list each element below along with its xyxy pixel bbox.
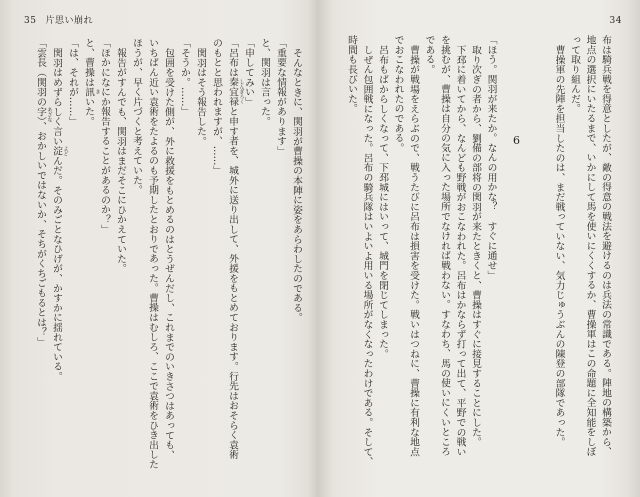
text-line: 曹操軍の先陣を担当したのは、まだ戦っていない、気力じゅうぶんの陳登の部隊であった。 bbox=[553, 44, 565, 447]
ruby-base bbox=[227, 77, 245, 107]
section-number: 6 bbox=[513, 135, 520, 146]
right-page-header bbox=[610, 16, 622, 27]
furigana: しんぎろく bbox=[238, 79, 245, 105]
text-line: 布は騎兵戦を得意としたが、敵の得意の戦法を避けるのは兵法の常識である。陣地の構築から、 bbox=[600, 35, 611, 457]
running-head: 片思い崩れ bbox=[45, 16, 93, 26]
text-line: 「ほかになにか報告することがあるのか？」 bbox=[99, 38, 110, 234]
right-page bbox=[320, 0, 640, 497]
text-line: でおこなわれたのである。 bbox=[392, 35, 404, 153]
text-line: である。 bbox=[423, 35, 435, 75]
text-line: って取り組んだ。 bbox=[569, 35, 580, 114]
text-line: しぜん包囲戦になった。呂布の騎兵隊はいよいよ用いる場所がなくなったわけである。そして、 bbox=[361, 44, 373, 467]
text-segment: んだ。そのみごとなひげが、かすかに揺れている。 bbox=[51, 155, 62, 382]
text-line: を挑むが、曹操は自分の気に入った場所でなければ戦わない。すなわち、馬の使いにくいところ bbox=[439, 35, 450, 457]
page-number: 34 bbox=[609, 16, 622, 26]
text-line: 時間も長びいた。 bbox=[346, 35, 357, 114]
furigana: あざな bbox=[46, 106, 53, 122]
furigana: よど bbox=[62, 145, 69, 156]
right-page-body-text bbox=[344, 35, 614, 467]
text-line bbox=[224, 38, 245, 462]
ruby-base bbox=[51, 145, 69, 156]
text-segment: と、曹操は bbox=[83, 38, 94, 87]
text-line: 下邳に着いてから、なんども野戦がおこなわれた。呂布はかならず打って出て、平野での戦い bbox=[454, 44, 466, 457]
text-line: 取り次ぎの者から、劉備の部将の関羽が来たときくと、曹操はすぐに接見することにした。 bbox=[470, 44, 481, 447]
text-line: 「そうか。……」 bbox=[179, 38, 190, 117]
ruby-base-text: 訊 bbox=[83, 87, 94, 97]
text-line: 「は、それが……」 bbox=[67, 38, 78, 127]
text-line: 関羽はそう報告した。 bbox=[195, 47, 206, 146]
text-segment: 「呂布は bbox=[227, 38, 238, 78]
left-page-body-text bbox=[32, 38, 304, 470]
text-line bbox=[32, 38, 53, 462]
page-number: 35 bbox=[24, 16, 37, 26]
text-line: 「ほう。関羽が来たか。なんの用かな？ すぐに通せ」 bbox=[485, 35, 497, 280]
text-segment: 「雲長（関羽の bbox=[35, 38, 46, 107]
ruby-base-text: 淀 bbox=[51, 145, 62, 156]
text-line: 報告がすんでも、関羽はまだそこにひかえていた。 bbox=[115, 47, 126, 274]
text-line: ほうが、早く片づくと考えていた。 bbox=[131, 38, 142, 195]
ruby-base bbox=[83, 87, 101, 97]
text-line: 包囲を受けた側が、外に救援をもとめるのはとうぜんだし、これまでのいきさつはあっても、 bbox=[163, 47, 174, 460]
furigana: き bbox=[94, 89, 101, 95]
text-segment: ）、おかしいではないか、そちがくちごもるとは？」 bbox=[35, 116, 46, 347]
text-line: いちばん近い袁術をたよるのも予期したとおりであった。曹操はむしろ、ここで袁術をひき出した bbox=[147, 38, 158, 470]
text-line: 呂布もばからしくなって、下邳城にはいって、城門を閉じてしまった。 bbox=[377, 44, 388, 359]
text-line: そんなときに、関羽が曹操の本陣に姿をあらわしたのである。 bbox=[291, 47, 302, 323]
text-line bbox=[80, 38, 101, 462]
ruby-base-text: 秦宜禄 bbox=[227, 77, 238, 107]
text-line: 地点の選択にいたるまで、いかにして馬を使いにくくするか、曹操軍はこの命題に全知能をしぼ bbox=[584, 35, 596, 457]
text-line bbox=[48, 38, 69, 462]
text-line: 曹操が戦場をえらぶので、戦うたびに呂布は損害を受けた。戦いはつねに、曹操に有利な地点 bbox=[408, 44, 419, 457]
text-segment: 関羽はめずらしく言い bbox=[51, 47, 62, 146]
text-segment: と申す者を、城外に送り出して、外援をもとめております。行先はおそらく袁術 bbox=[227, 106, 238, 460]
text-line: 「申してみい」 bbox=[243, 38, 254, 107]
text-line: のもとと思われますが、……」 bbox=[211, 38, 222, 176]
text-segment: いた。 bbox=[83, 96, 94, 127]
text-line: 「重要な情報があります」 bbox=[275, 38, 286, 156]
left-page-header bbox=[24, 16, 93, 27]
text-line: と、関羽は言った。 bbox=[259, 38, 270, 127]
ruby-base-text: 字 bbox=[35, 106, 46, 117]
ruby-base bbox=[35, 106, 53, 122]
